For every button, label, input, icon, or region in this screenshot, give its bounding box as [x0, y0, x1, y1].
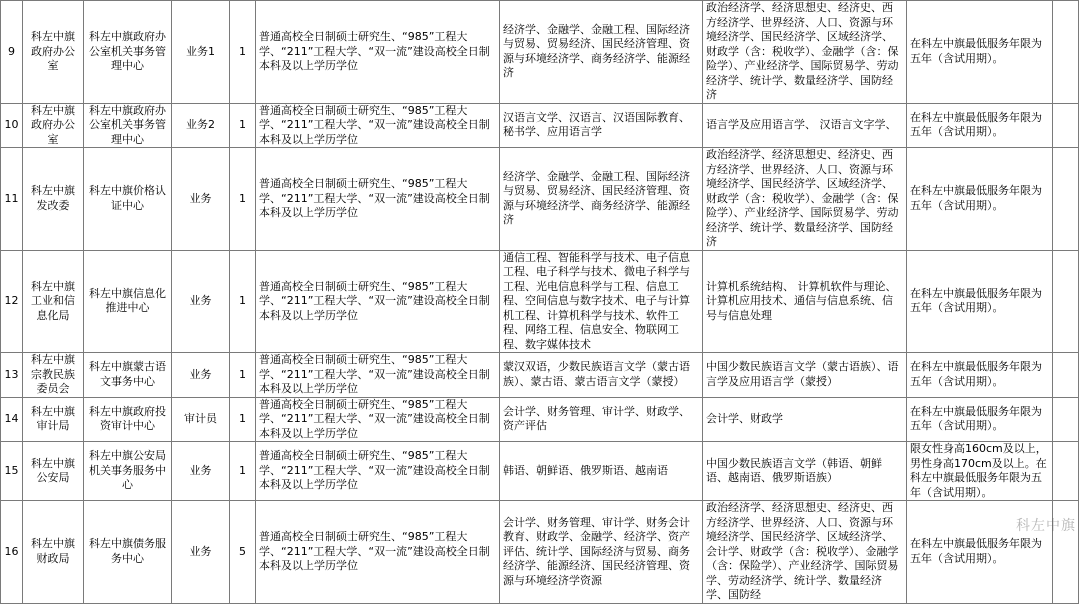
- row-number: 15: [1, 442, 23, 501]
- headcount-cell: 5: [230, 501, 256, 604]
- department-cell: 科左中旗政府办公室: [23, 103, 84, 148]
- department-cell: 科左中旗政府办公室: [23, 1, 84, 104]
- table-row: [1, 103, 1079, 148]
- unit-cell: 科左中旗政府办公室机关事务管理中心: [84, 1, 172, 104]
- table-row: [1, 353, 1079, 398]
- position-cell: 业务: [172, 250, 230, 353]
- undergraduate-major-cell: 经济学、金融学、金融工程、国际经济与贸易、贸易经济、国民经济管理、资源与环境经济学、商务经济学、能源经济: [500, 1, 703, 104]
- position-cell: 业务1: [172, 1, 230, 104]
- blank-cell: [1053, 250, 1079, 353]
- row-number: 12: [1, 250, 23, 353]
- headcount-cell: 1: [230, 148, 256, 251]
- department-cell: 科左中旗审计局: [23, 397, 84, 442]
- other-requirements-cell: 限女性身高160cm及以上，男性身高170cm及以上。在科左中旗最低服务年限为五年（含试用期）。: [907, 442, 1053, 501]
- headcount-cell: 1: [230, 397, 256, 442]
- department-cell: 科左中旗公安局: [23, 442, 84, 501]
- undergraduate-major-cell: 会计学、财务管理、审计学、财务会计教育、财政学、金融学、经济学、资产评估、统计学、国际经济与贸易、商务经济学、能源经济、国民经济管理、资源与环境经济学资源: [500, 501, 703, 604]
- graduate-major-cell: 政治经济学、经济思想史、经济史、西方经济学、世界经济、人口、资源与环境经济学、国民经济学、区域经济学、财政学（含：税收学）、金融学（含：保险学）、产业经济学、国际贸易学、劳动经济学、统计学、数量经济学、国防经济: [703, 1, 907, 104]
- unit-cell: 科左中旗价格认证中心: [84, 148, 172, 251]
- education-requirement-cell: 普通高校全日制硕士研究生、“985”工程大学、“211”工程大学、“双一流”建设高校全日制本科及以上学历学位: [256, 501, 500, 604]
- graduate-major-cell: 政治经济学、经济思想史、经济史、西方经济学、世界经济、人口、资源与环境经济学、国民经济学、区域经济学、会计学、财政学（含：税收学）、金融学（含：保险学）、产业经济学、国际贸易学、劳动经济学、统计学、数量经济学、国防经: [703, 501, 907, 604]
- undergraduate-major-cell: 通信工程、智能科学与技术、电子信息工程、电子科学与技术、微电子科学与工程、光电信息科学与工程、信息工程、空间信息与数字技术、电子与计算机工程、计算机科学与技术、软件工程、网络工程、信息安全、物联网工程、数字媒体技术: [500, 250, 703, 353]
- position-cell: 业务: [172, 148, 230, 251]
- other-requirements-cell: 在科左中旗最低服务年限为五年（含试用期）。: [907, 501, 1053, 604]
- table-row: [1, 442, 1079, 501]
- department-cell: 科左中旗工业和信息化局: [23, 250, 84, 353]
- row-number: 13: [1, 353, 23, 398]
- undergraduate-major-cell: 会计学、财务管理、审计学、财政学、资产评估: [500, 397, 703, 442]
- unit-cell: 科左中旗蒙古语文事务中心: [84, 353, 172, 398]
- headcount-cell: 1: [230, 442, 256, 501]
- position-cell: 审计员: [172, 397, 230, 442]
- undergraduate-major-cell: 蒙汉双语，少数民族语言文学（蒙古语族）、蒙古语、蒙古语言文学（蒙授）: [500, 353, 703, 398]
- department-cell: 科左中旗发改委: [23, 148, 84, 251]
- table-row: [1, 148, 1079, 251]
- education-requirement-cell: 普通高校全日制硕士研究生、“985”工程大学、“211”工程大学、“双一流”建设高校全日制本科及以上学历学位: [256, 397, 500, 442]
- graduate-major-cell: 中国少数民族语言文学（韩语、朝鲜语、越南语、俄罗斯语族）: [703, 442, 907, 501]
- graduate-major-cell: 中国少数民族语言文学（蒙古语族）、语言学及应用语言学（蒙授）: [703, 353, 907, 398]
- department-cell: 科左中旗财政局: [23, 501, 84, 604]
- headcount-cell: 1: [230, 1, 256, 104]
- table-row: [1, 1, 1079, 104]
- blank-cell: [1053, 442, 1079, 501]
- watermark: 科左中旗: [1016, 518, 1076, 534]
- table-body: [1, 1, 1079, 604]
- row-number: 11: [1, 148, 23, 251]
- unit-cell: 科左中旗信息化推进中心: [84, 250, 172, 353]
- other-requirements-cell: 在科左中旗最低服务年限为五年（含试用期）。: [907, 250, 1053, 353]
- unit-cell: 科左中旗债务服务中心: [84, 501, 172, 604]
- table-row: [1, 501, 1079, 604]
- graduate-major-cell: 会计学、财政学: [703, 397, 907, 442]
- headcount-cell: 1: [230, 103, 256, 148]
- blank-cell: [1053, 397, 1079, 442]
- undergraduate-major-cell: 汉语言文学、汉语言、汉语国际教育、秘书学、应用语言学: [500, 103, 703, 148]
- blank-cell: [1053, 353, 1079, 398]
- undergraduate-major-cell: 经济学、金融学、金融工程、国际经济与贸易、贸易经济、国民经济管理、资源与环境经济学、商务经济学、能源经济: [500, 148, 703, 251]
- graduate-major-cell: 计算机系统结构、 计算机软件与理论、计算机应用技术、通信与信息系统、信号与信息处理: [703, 250, 907, 353]
- undergraduate-major-cell: 韩语、朝鲜语、俄罗斯语、越南语: [500, 442, 703, 501]
- headcount-cell: 1: [230, 250, 256, 353]
- other-requirements-cell: 在科左中旗最低服务年限为五年（含试用期）。: [907, 1, 1053, 104]
- position-cell: 业务: [172, 353, 230, 398]
- education-requirement-cell: 普通高校全日制硕士研究生、“985”工程大学、“211”工程大学、“双一流”建设高校全日制本科及以上学历学位: [256, 250, 500, 353]
- blank-cell: [1053, 103, 1079, 148]
- row-number: 16: [1, 501, 23, 604]
- other-requirements-cell: 在科左中旗最低服务年限为五年（含试用期）。: [907, 148, 1053, 251]
- unit-cell: 科左中旗政府办公室机关事务管理中心: [84, 103, 172, 148]
- education-requirement-cell: 普通高校全日制硕士研究生、“985”工程大学、“211”工程大学、“双一流”建设高校全日制本科及以上学历学位: [256, 103, 500, 148]
- position-cell: 业务2: [172, 103, 230, 148]
- other-requirements-cell: 在科左中旗最低服务年限为五年（含试用期）。: [907, 103, 1053, 148]
- education-requirement-cell: 普通高校全日制硕士研究生、“985”工程大学、“211”工程大学、“双一流”建设高校全日制本科及以上学历学位: [256, 1, 500, 104]
- table-row: [1, 397, 1079, 442]
- unit-cell: 科左中旗公安局机关事务服务中心: [84, 442, 172, 501]
- blank-cell: [1053, 1, 1079, 104]
- position-cell: 业务: [172, 501, 230, 604]
- row-number: 9: [1, 1, 23, 104]
- education-requirement-cell: 普通高校全日制硕士研究生、“985”工程大学、“211”工程大学、“双一流”建设高校全日制本科及以上学历学位: [256, 442, 500, 501]
- education-requirement-cell: 普通高校全日制硕士研究生、“985”工程大学、“211”工程大学、“双一流”建设高校全日制本科及以上学历学位: [256, 148, 500, 251]
- headcount-cell: 1: [230, 353, 256, 398]
- table-row: [1, 250, 1079, 353]
- other-requirements-cell: 在科左中旗最低服务年限为五年（含试用期）。: [907, 397, 1053, 442]
- row-number: 10: [1, 103, 23, 148]
- department-cell: 科左中旗宗教民族委员会: [23, 353, 84, 398]
- blank-cell: [1053, 148, 1079, 251]
- row-number: 14: [1, 397, 23, 442]
- other-requirements-cell: 在科左中旗最低服务年限为五年（含试用期）。: [907, 353, 1053, 398]
- position-cell: 业务: [172, 442, 230, 501]
- education-requirement-cell: 普通高校全日制硕士研究生、“985”工程大学、“211”工程大学、“双一流”建设高校全日制本科及以上学历学位: [256, 353, 500, 398]
- unit-cell: 科左中旗政府投资审计中心: [84, 397, 172, 442]
- graduate-major-cell: 政治经济学、经济思想史、经济史、西方经济学、世界经济、人口、资源与环境经济学、国民经济学、区域经济学、财政学（含：税收学）、金融学（含：保险学）、产业经济学、国际贸易学、劳动经济学、统计学、数量经济学、国防经济: [703, 148, 907, 251]
- graduate-major-cell: 语言学及应用语言学、 汉语言文字学、: [703, 103, 907, 148]
